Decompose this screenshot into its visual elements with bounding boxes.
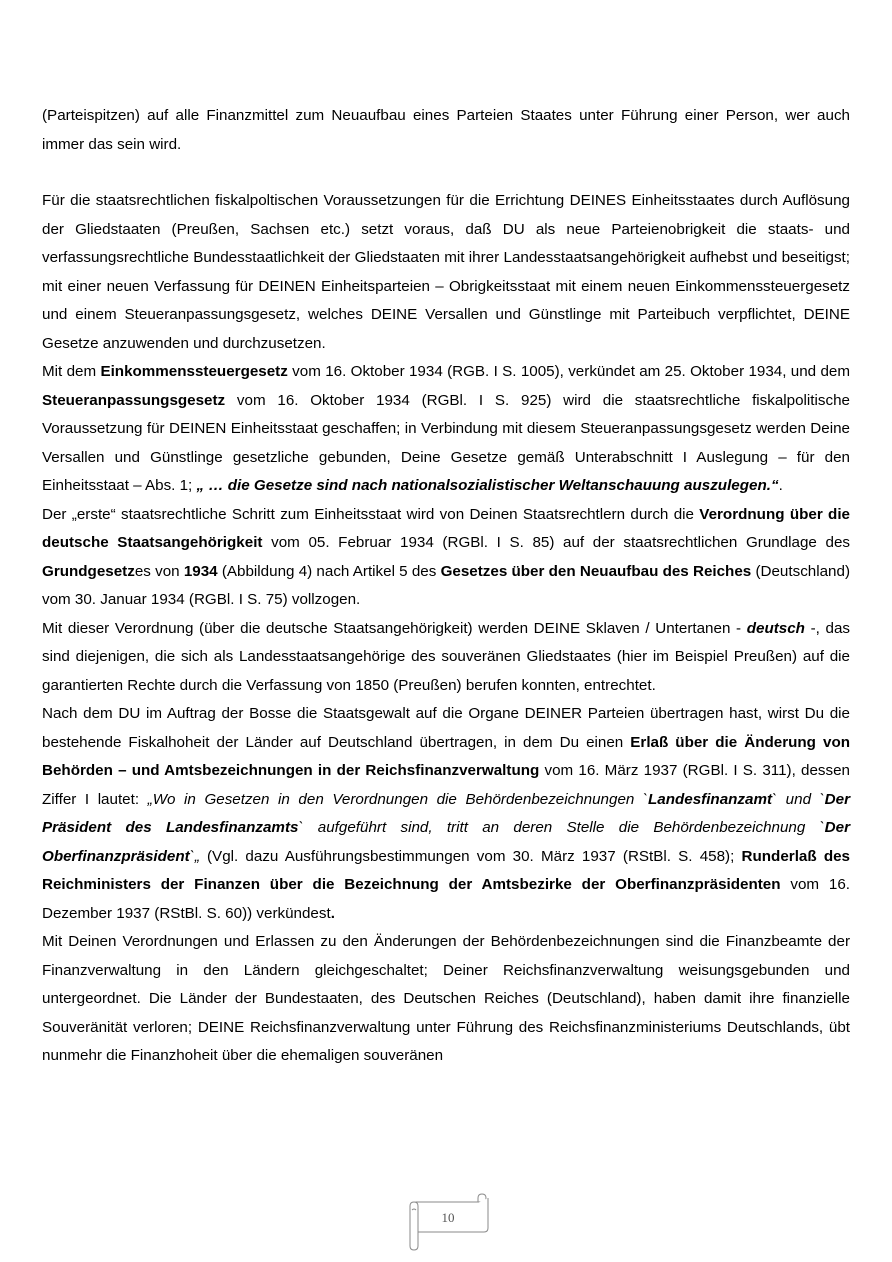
paragraph-p5	[42, 615, 850, 701]
paragraph-spacer	[42, 159, 850, 187]
text-run: Für die staatsrechtlichen fiskalpoltischen Voraussetzungen für die Errichtung DEINES Einheitsstaates durch Auflösung der Gliedstaaten (Preußen, Sachsen etc.) setzt voraus, daß DU als neue Parteienobrigkeit die staats- und verfassungsrechtliche Bundesstaatlichkeit der Gliedstaaten mit ihrer Landesstaatsangehörigkeit aufhebst und beseitigst; mit einer neuen Verfassung für DEINEN Einheitsparteien – Obrigkeitsstaat mit einem neuen Einkommenssteuergesetz und einem Steueranpassungsgesetz, welches DEINE Versallen und Günstlinge mit Parteibuch verpflichtet, DEINE Gesetze anzuwenden und durchzusetzen.	[42, 192, 850, 352]
emphasis	[648, 791, 772, 808]
text-run: Verordnung über die deutsche Staatsangehörigkeit	[42, 505, 850, 551]
paragraph-p4	[42, 501, 850, 615]
text-run: Steueranpassungsgesetz	[42, 391, 226, 409]
text-run: vom 16. Oktober 1934 (RGB. I S. 1005), verkündet am 25. Oktober 1934, und dem	[287, 363, 850, 380]
text-run: vom 16. Dezember 1937 (RStBl. S. 60)) verkündest	[42, 876, 850, 922]
text-run: Nach dem DU im Auftrag der Bosse die Staatsgewalt auf die Organe DEINER Parteien übertragen hast, wirst Du die bestehende Fiskalhoheit der Länder auf Deutschland übertragen, in dem Du einen	[42, 705, 850, 751]
text-run: Der Präsident des Landesfinanzamts	[42, 790, 850, 836]
text-run: (Abbildung 4) nach Artikel 5 des	[217, 562, 441, 580]
text-run: Grundgesetz	[42, 562, 135, 580]
paragraph-p7	[42, 928, 850, 1071]
page-footer	[404, 1190, 488, 1246]
text-run: Landesfinanzamt	[647, 790, 773, 808]
text-run: deutsch	[746, 619, 805, 637]
text-run: 1934	[183, 562, 218, 580]
text-run: ` aufgeführt sind, tritt an deren Stelle die Behördenbezeichnung `	[298, 819, 825, 836]
text-run: Mit dieser Verordnung (über die deutsche Staatsangehörigkeit) werden DEINE Sklaven / Untertanen -	[42, 619, 747, 637]
paragraph-p2	[42, 187, 850, 358]
paragraph-p6	[42, 700, 850, 928]
text-run: (Deutschland) vom 30. Januar 1934 (RGBl. I S. 75) vollzogen.	[42, 562, 851, 608]
text-run: Gesetzes über den Neuaufbau des Reiches	[440, 562, 752, 580]
page-number: 10	[441, 1210, 455, 1225]
paragraph-p1	[42, 102, 850, 159]
text-run: Mit dem	[42, 363, 101, 380]
text-run: Runderlaß des Reichministers der Finanzen über die Bezeichnung der Amtsbezirke der Oberfinanzpräsidenten	[42, 847, 850, 893]
text-run: (Vgl. dazu Ausführungsbestimmungen vom 30. März 1937 (RStBl. S. 458);	[199, 847, 742, 865]
text-run: „Wo in Gesetzen in den Verordnungen die Behördenbezeichnungen `	[147, 790, 648, 808]
text-run: Mit Deinen Verordnungen und Erlassen zu den Änderungen der Behördenbezeichnungen sind die Finanzbeamte der Finanzverwaltung in den Ländern gleichgeschaltet; Deiner Reichsfinanzverwaltung weisungsgebunden und untergeordnet. Die Länder der Bundestaaten, des Deutschen Reiches (Deutschland), haben damit ihre finanzielle Souveränität verloren; DEINE Reichsfinanzverwaltung unter Führung des Reichsfinanzministeriums Deutschlands, übt nunmehr die Finanzhoheit über die ehemaligen souveränen	[42, 933, 850, 1064]
emphasis	[197, 477, 779, 494]
text-run: .	[778, 477, 783, 494]
text-run: Der Oberfinanzpräsident	[42, 819, 850, 865]
text-run: Der „erste“ staatsrechtliche Schritt zum Einheitsstaat wird von Deinen Staatsrechtlern durch die	[42, 505, 700, 523]
text-run: (Parteispitzen) auf alle Finanzmittel zum Neuaufbau eines Parteien Staates unter Führung einer Person, wer auch immer das sein wird.	[42, 107, 850, 153]
paragraph-p3	[42, 358, 850, 501]
text-run: ` und `	[772, 790, 825, 808]
text-run: `„	[189, 847, 200, 865]
text-run: Einkommenssteuergesetz	[100, 363, 288, 380]
text-run: vom 05. Februar 1934 (RGBl. I S. 85) auf der staatsrechtlichen Grundlage des	[262, 534, 850, 551]
document-body	[42, 102, 850, 1071]
emphasis	[747, 620, 805, 637]
text-run: .	[330, 904, 335, 922]
text-run: vom 16. Oktober 1934 (RGBl. I S. 925) wird die staatsrechtliche fiskalpolitische Voraussetzung für DEINEN Einheitsstaat geschaffen; in Verbindung mit diesem Steueranpassungsgesetz werden Deine Versallen und Günstlinge gesetzliche gebunden, Deine Gesetze gemäß Unterabschnitt I Auslegung – für den Einheitsstaat – Abs. 1;	[42, 391, 850, 494]
text-run: Erlaß über die Änderung von Behörden – und Amtsbezeichnungen in der Reichsfinanzverwaltung	[42, 733, 850, 779]
text-run: -, das sind diejenigen, die sich als Landesstaatsangehörige des souveränen Gliedstaates (hier im Beispiel Preußen) auf die garantierten Rechte durch die Verfassung von 1850 (Preußen) berufen konnten, entrechtet.	[42, 619, 850, 694]
text-run: vom 16. März 1937 (RGBl. I S. 311), dessen Ziffer I lautet:	[42, 762, 850, 808]
text-run: es von	[134, 562, 184, 580]
text-run: „ … die Gesetze sind nach nationalsozialistischer Weltanschauung auszulegen.“	[196, 477, 779, 494]
